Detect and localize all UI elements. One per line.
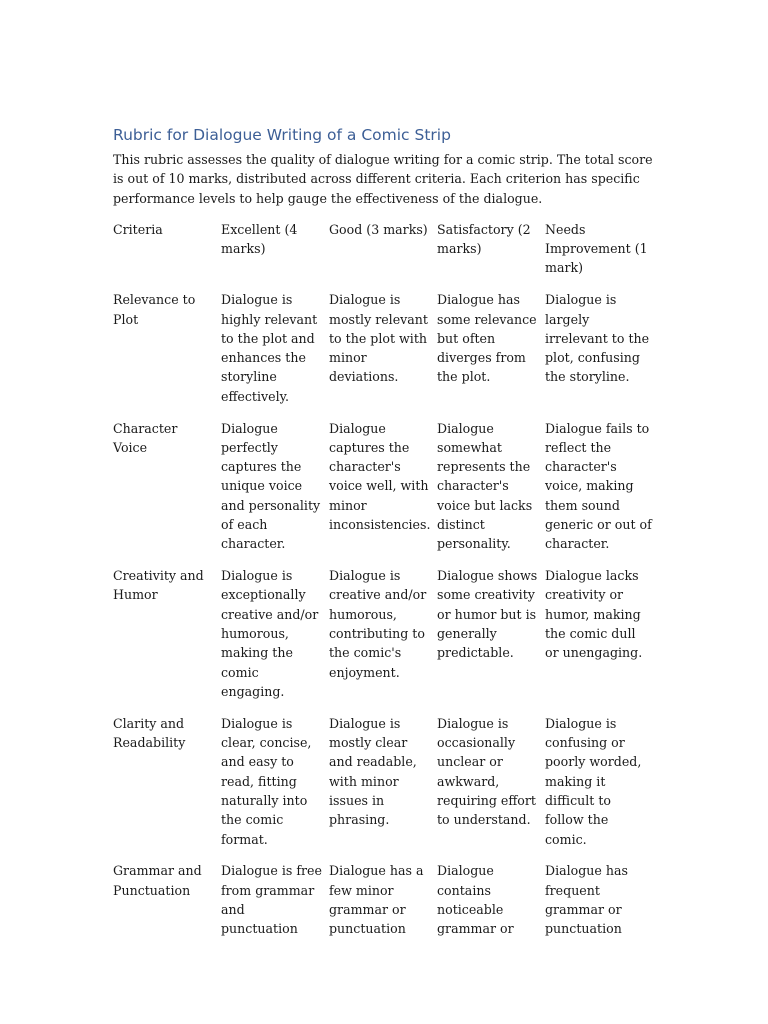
satisfactory-cell: Dialogue somewhat represents the character's voice but lacks distinct personality. xyxy=(437,420,533,552)
needs-improvement-cell: Dialogue has frequent grammar or punctuation xyxy=(545,863,628,937)
needs-improvement-cell: Dialogue is largely irrelevant to the plot, confusing the storyline. xyxy=(545,292,650,385)
needs-improvement-cell: Dialogue fails to reflect the character's voice, making them sound generic or out of character. xyxy=(545,420,652,552)
excellent-cell: Dialogue is exceptionally creative and/or humorous, making the comic engaging. xyxy=(221,568,319,699)
needs-improvement-cell: Dialogue lacks creativity or humor, making the comic dull or unengaging. xyxy=(545,568,643,661)
satisfactory-cell: Dialogue shows some creativity or humor but is generally predictable. xyxy=(437,568,538,661)
header-criteria: Criteria xyxy=(113,221,163,237)
good-cell: Dialogue is creative and/or humorous, contributing to the comic's enjoyment. xyxy=(329,568,427,680)
satisfactory-cell: Dialogue contains noticeable grammar or xyxy=(437,863,514,937)
needs-improvement-cell: Dialogue is confusing or poorly worded, making it difficult to follow the comic. xyxy=(545,715,642,847)
good-cell: Dialogue captures the character's voice well, with minor inconsistencies. xyxy=(329,420,431,533)
satisfactory-cell: Dialogue has some relevance but often diverges from the plot. xyxy=(437,292,537,385)
table-row xyxy=(113,861,658,938)
header-needs-improvement: Needs Improvement (1 mark) xyxy=(545,221,648,276)
table-row xyxy=(113,290,658,418)
header-excellent: Excellent (4 marks) xyxy=(221,221,298,257)
rubric-table xyxy=(113,220,658,939)
criterion-cell: Clarity and Readability xyxy=(113,715,186,751)
criterion-cell: Grammar and Punctuation xyxy=(113,863,202,898)
document-intro: This rubric assesses the quality of dialogue writing for a comic strip. The total score is out of 10 marks, distributed across different criteria. Each criterion has specific performance levels to help gauge the effectiveness of the dialogue. xyxy=(113,152,653,206)
good-cell: Dialogue is mostly clear and readable, with minor issues in phrasing. xyxy=(329,715,417,828)
excellent-cell: Dialogue perfectly captures the unique voice and personality of each character. xyxy=(221,420,321,552)
table-header-row xyxy=(113,220,658,290)
header-good: Good (3 marks) xyxy=(329,221,428,237)
excellent-cell: Dialogue is highly relevant to the plot and enhances the storyline effectively. xyxy=(221,292,318,404)
excellent-cell: Dialogue is clear, concise, and easy to read, fitting naturally into the comic format. xyxy=(221,715,312,847)
good-cell: Dialogue is mostly relevant to the plot with minor deviations. xyxy=(329,292,428,385)
header-satisfactory: Satisfactory (2 marks) xyxy=(437,221,531,257)
document-title: Rubric for Dialogue Writing of a Comic Strip xyxy=(113,126,451,144)
table-row xyxy=(113,566,658,714)
criterion-cell: Creativity and Humor xyxy=(113,568,204,603)
excellent-cell: Dialogue is free from grammar and punctuation xyxy=(221,863,322,937)
criterion-cell: Relevance to Plot xyxy=(113,292,196,327)
good-cell: Dialogue has a few minor grammar or punctuation xyxy=(329,863,424,937)
document-page xyxy=(113,124,658,938)
criterion-cell: Character Voice xyxy=(113,420,178,455)
table-row xyxy=(113,714,658,862)
table-row xyxy=(113,419,658,567)
satisfactory-cell: Dialogue is occasionally unclear or awkward, requiring effort to understand. xyxy=(437,715,536,828)
